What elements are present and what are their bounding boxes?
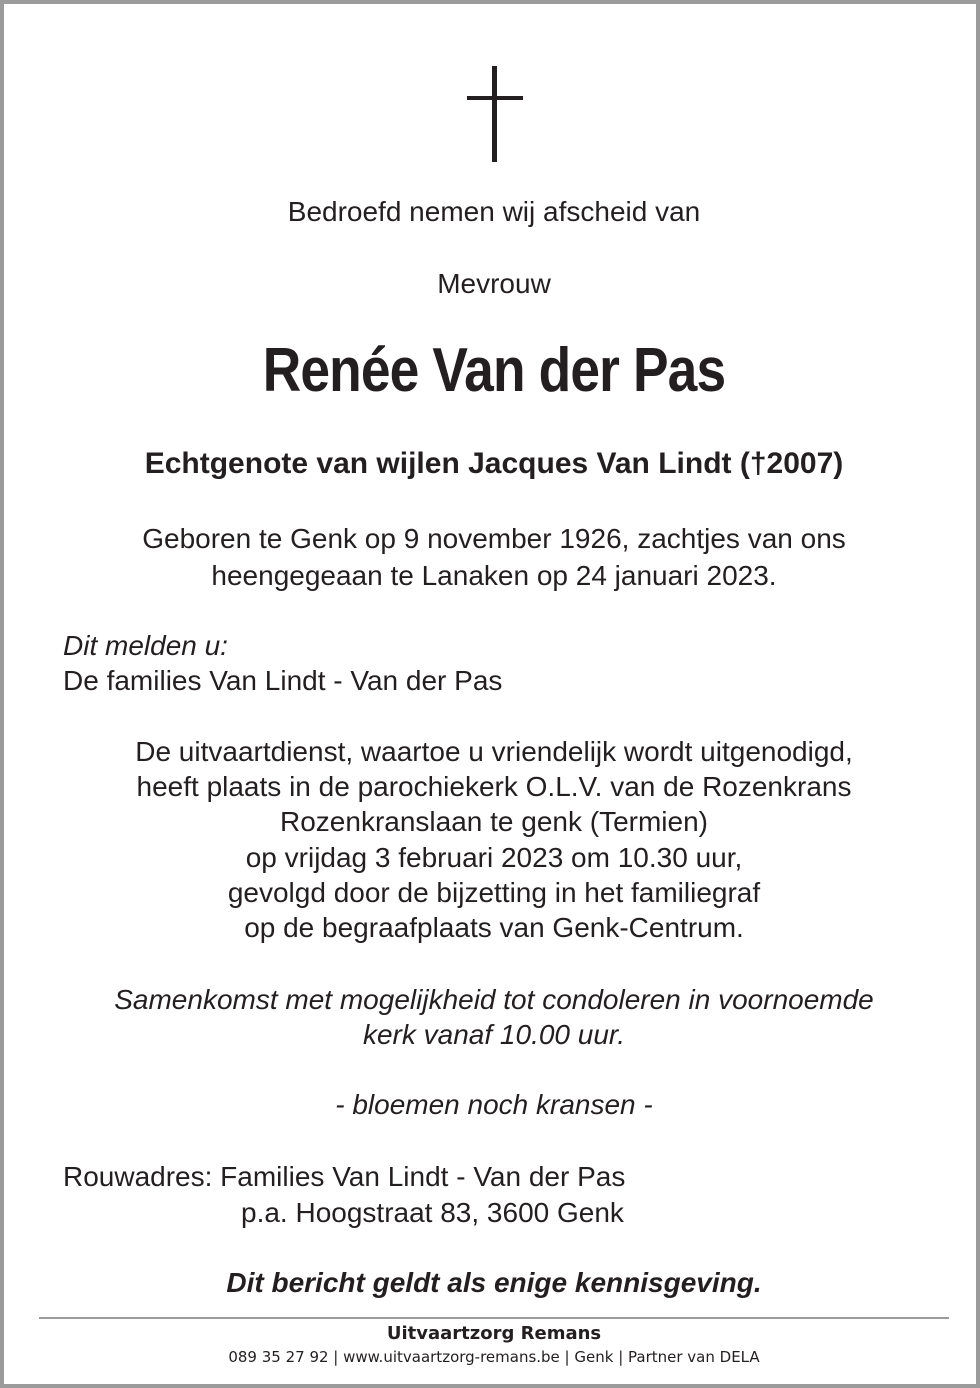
funeral-line-3: Rozenkranslaan te genk (Termien) [280, 806, 708, 837]
funeral-company-name: Uitvaartzorg Remans [386, 1323, 602, 1344]
address-line-2: p.a. Hoogstraat 83, 3600 Genk [241, 1197, 624, 1228]
gathering-line-2: kerk vanaf 10.00 uur. [362, 1019, 625, 1050]
funeral-line-5: gevolgd door de bijzetting in het familiegraf [227, 877, 761, 908]
funeral-line-4: op vrijdag 3 februari 2023 om 10.30 uur, [245, 842, 743, 873]
deceased-name: Renée Van der Pas [262, 336, 726, 405]
gathering-line-1: Samenkomst met mogelijkheid tot condoleren in voornoemde [114, 984, 874, 1015]
announcers-families: De families Van Lindt - Van der Pas [63, 665, 503, 696]
funeral-line-1: De uitvaartdienst, waartoe u vriendelijk wordt uitgenodigd, [135, 736, 853, 767]
announcers-heading: Dit melden u: [63, 630, 228, 661]
flowers-note: - bloemen noch kransen - [335, 1089, 653, 1120]
birth-death-line-2: heengegeaan te Lanaken op 24 januari 2023. [211, 560, 777, 591]
funeral-company-contact: 089 35 27 92 | www.uitvaartzorg-remans.be | Genk | Partner van DELA [228, 1348, 760, 1366]
intro-text: Bedroefd nemen wij afscheid van [287, 196, 701, 227]
spouse-line: Echtgenote van wijlen Jacques Van Lindt (†2007) [144, 447, 844, 480]
cross-icon [467, 66, 523, 162]
birth-death-line-1: Geboren te Genk op 9 november 1926, zachtjes van ons [142, 523, 846, 554]
footer-divider [39, 1317, 949, 1319]
address-line-1: Rouwadres: Families Van Lindt - Van der Pas [63, 1161, 626, 1192]
funeral-line-6: op de begraafplaats van Genk-Centrum. [244, 912, 744, 943]
salutation: Mevrouw [437, 268, 551, 299]
notice-text: Dit bericht geldt als enige kennisgeving. [226, 1267, 762, 1298]
funeral-line-2: heeft plaats in de parochiekerk O.L.V. van de Rozenkrans [136, 771, 852, 802]
